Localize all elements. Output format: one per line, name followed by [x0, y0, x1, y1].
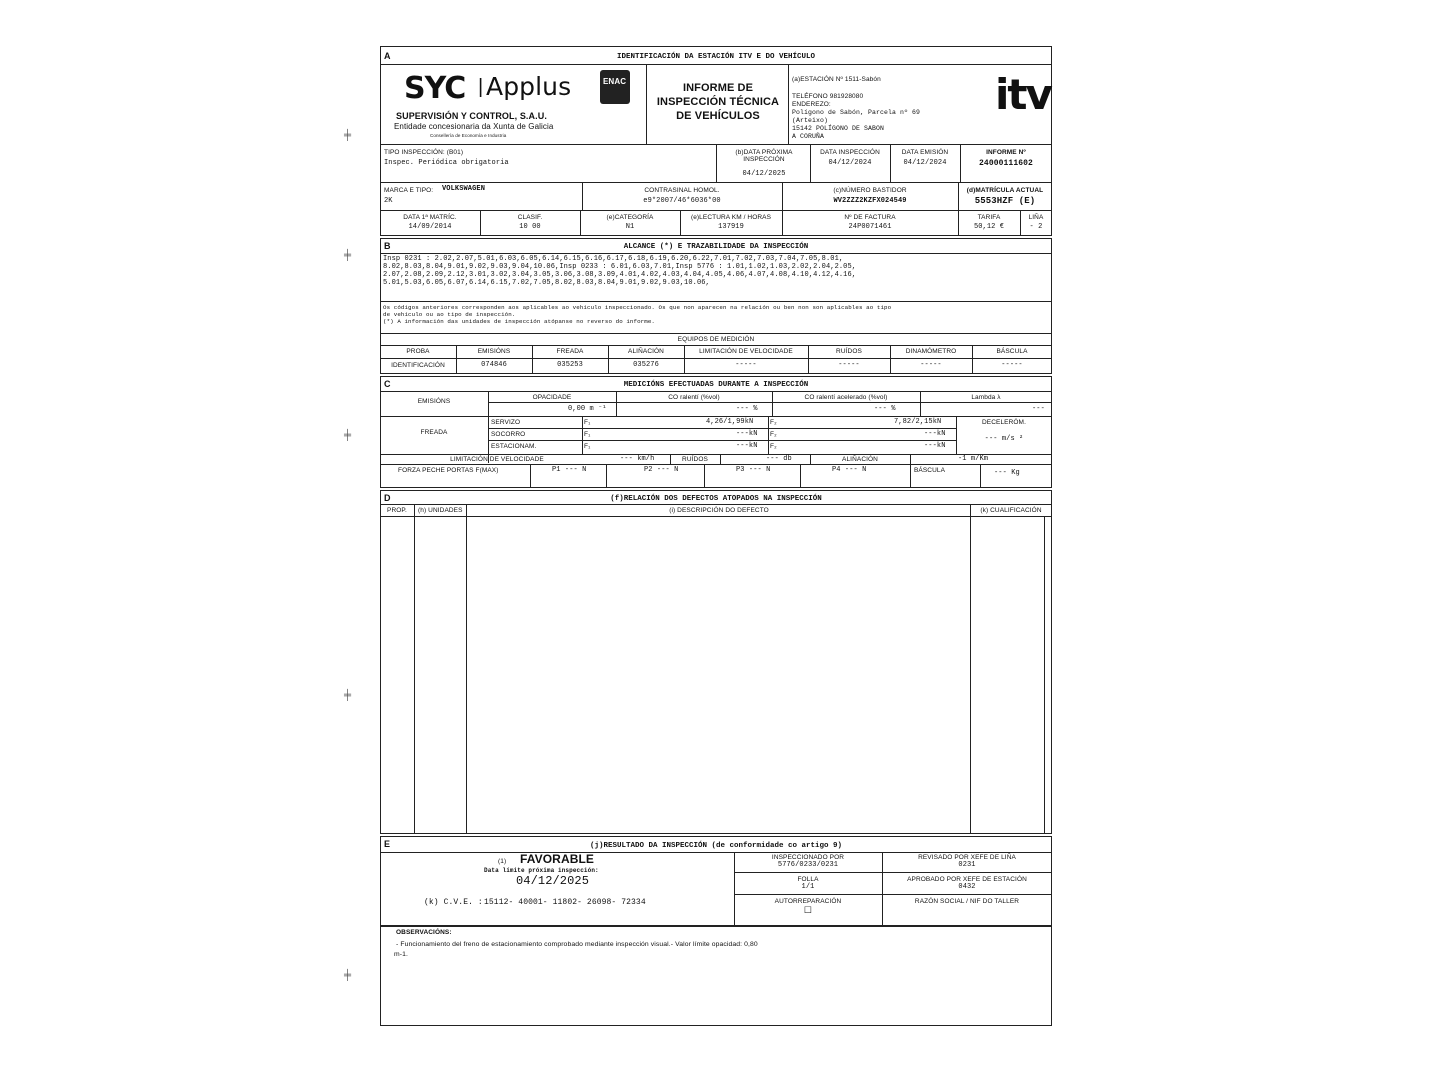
- vin-value: WV2ZZZ2KZFX024549: [833, 197, 907, 205]
- line-value: - 2: [1029, 223, 1043, 231]
- opacity-value: 0,00 m ⁻¹: [568, 405, 607, 413]
- equipment-header-dyno: DINAMÓMETRO: [905, 348, 957, 355]
- scope-note-1: Os códigos anteriores corresponden aos aplicables ao vehículo inspeccionado. Os que non aparecen na relación ou ben non son aplicables ao tipo: [383, 304, 892, 311]
- company-subtitle-2: Consellería de Economía e Industria: [430, 133, 507, 138]
- line-label: LIÑA: [1028, 214, 1044, 221]
- equipment-id-scale: -----: [1001, 361, 1023, 369]
- report-number-label: INFORME Nº: [986, 149, 1026, 156]
- inspection-date-label: DATA INSPECCIÓN: [820, 149, 880, 156]
- homologation-label: CONTRASINAL HOMOL.: [644, 187, 720, 194]
- equipment-header-speed: LIMITACIÓN DE VELOCIDADE: [699, 348, 793, 355]
- door-force-label: FORZA PECHE PORTAS F(MAX): [398, 467, 499, 474]
- emergency-f1-value: ---kN: [736, 430, 758, 438]
- registration-date-value: 14/09/2014: [408, 223, 452, 231]
- service-f1-value: 4,26/1,99kN: [706, 418, 754, 426]
- equipment-header-scale: BÁSCULA: [996, 348, 1028, 355]
- equipment-header-test: PROBA: [406, 348, 430, 355]
- approved-by-label: APROBADO POR XEFE DE ESTACIÓN: [907, 876, 1027, 883]
- station-address-3: 15142 POLÍGONO DE SABON: [792, 125, 885, 132]
- equipment-header-alignment: ALIÑACIÓN: [628, 348, 664, 355]
- parking-f2-label: F₂: [770, 443, 777, 450]
- classification-label: CLASIF.: [517, 214, 543, 221]
- issue-date-value: 04/12/2024: [903, 159, 947, 167]
- enac-logo: ENAC: [600, 70, 630, 104]
- station-address-2: (Arteixo): [792, 117, 829, 124]
- service-f2-value: 7,82/2,15kN: [894, 418, 942, 426]
- parking-f1-label: F₁: [584, 443, 591, 450]
- section-b-title: ALCANCE (*) E TRAZABILIDADE DA INSPECCIÓN: [623, 243, 809, 251]
- opacity-label: OPACIDADE: [532, 394, 572, 401]
- registration-date-label: DATA 1ª MATRÍC.: [403, 214, 457, 221]
- lambda-value: ---: [1032, 405, 1045, 413]
- section-c-letter: C: [384, 379, 391, 389]
- company-subtitle: Entidade concesionaria da Xunta de Galicia: [394, 122, 554, 131]
- workshop-label: RAZÓN SOCIAL / NIF DO TALLER: [914, 898, 1020, 905]
- station-address-1: Polígono de Sabón, Parcela nº 69: [792, 109, 921, 116]
- syc-logo: SYC: [404, 71, 466, 106]
- scan-mark: ╪: [344, 690, 352, 701]
- parking-f1-value: ---kN: [736, 442, 758, 450]
- inspected-by-label: INSPECCIONADO POR: [771, 854, 845, 861]
- plate-label: (d)MATRÍCULA ACTUAL: [966, 187, 1044, 194]
- company-name: SUPERVISIÓN Y CONTROL, S.A.U.: [396, 111, 547, 121]
- inspected-by-value: 5776/0233/0231: [777, 861, 839, 869]
- vin-label: (c)NÚMERO BASTIDOR: [833, 187, 907, 194]
- door-force-p4: P4 --- N: [832, 466, 867, 474]
- result-mark: (1): [498, 858, 507, 865]
- inspection-type-label: TIPO INSPECCIÓN: (B01): [384, 149, 464, 156]
- emergency-f2-value: ---kN: [924, 430, 946, 438]
- section-a-letter: A: [384, 51, 391, 61]
- station-address-4: A CORUÑA: [792, 133, 825, 140]
- door-force-p3: P3 --- N: [736, 466, 771, 474]
- self-repair-checkbox[interactable]: ☐: [803, 905, 813, 915]
- section-b-letter: B: [384, 241, 391, 251]
- inspection-date-value: 04/12/2024: [828, 159, 872, 167]
- inspection-report: [380, 46, 1052, 1028]
- itv-logo: itv: [995, 70, 1051, 119]
- scan-mark: ╪: [344, 250, 352, 261]
- equipment-row-label: IDENTIFICACIÓN: [391, 362, 445, 369]
- decelerometer-value: --- m/s ²: [984, 435, 1024, 443]
- separator-bar: |: [478, 76, 484, 98]
- scope-note-2: de vehículo ou ao tipo de inspección.: [383, 311, 516, 318]
- equipment-id-emissions: 074846: [481, 361, 507, 369]
- section-a: [380, 46, 1052, 236]
- next-inspection-label: (b)DATA PRÓXIMA INSPECCIÓN: [735, 149, 793, 164]
- limit-date-label: Data límite próxima inspección:: [484, 867, 599, 874]
- noise-label: RUÍDOS: [682, 456, 708, 463]
- fee-label: TARIFA: [977, 214, 1001, 221]
- station-telephone: TELÉFONO 981928080: [792, 93, 864, 100]
- report-number-value: 24000111602: [979, 159, 1033, 168]
- report-title: INFORME DE INSPECCIÓN TÉCNICA DE VEHÍCULOS: [656, 82, 780, 122]
- section-d-title: (f)RELACIÓN DOS DEFECTOS ATOPADOS NA INSPECCIÓN: [610, 495, 822, 503]
- result-value: FAVORABLE: [520, 852, 595, 866]
- lambda-label: Lambda λ: [971, 394, 1001, 401]
- defects-col-description: (i) DESCRIPCIÓN DO DEFECTO: [669, 507, 769, 514]
- decelerometer-label: DECELERÓM.: [982, 419, 1026, 426]
- scan-mark: ╪: [344, 970, 352, 981]
- scan-mark: ╪: [344, 430, 352, 441]
- page-value: 1/1: [801, 883, 815, 891]
- issue-date-label: DATA EMISIÓN: [901, 149, 949, 156]
- emissions-label: EMISIÓNS: [417, 398, 451, 405]
- cve-label: (k) C.V.E. :: [424, 898, 483, 907]
- speed-limit-value: --- km/h: [620, 455, 655, 463]
- observations-text-2: m-1.: [394, 951, 408, 958]
- station-address-label: ENDEREZO:: [792, 101, 831, 108]
- section-e-title: (j)RESULTADO DA INSPECCIÓN (de conformidade co artigo 9): [589, 842, 843, 850]
- approved-by-value: 0432: [958, 883, 976, 891]
- emergency-f1-label: F₁: [584, 431, 591, 438]
- equipment-header-emissions: EMISIÓNS: [477, 348, 511, 355]
- section-a-title: IDENTIFICACIÓN DA ESTACIÓN ITV E DO VEHÍCULO: [616, 53, 816, 61]
- co-label: CO ralentí (%vol): [668, 394, 720, 401]
- model-value: 2K: [384, 197, 393, 205]
- scope-codes-line-1: Insp 0231 : 2.02,2.07,5.01,6.03,6.05,6.14,6.15,6.16,6.17,6.18,6.19,6.20,6.22,7.01,7.02,7.03,7.04,7.05,8.01,: [383, 255, 844, 263]
- section-e-letter: E: [384, 839, 391, 849]
- make-label: MARCA E TIPO:: [384, 187, 434, 194]
- classification-value: 10 00: [519, 223, 541, 231]
- emergency-f2-label: F₂: [770, 431, 777, 438]
- co-acc-value: --- %: [874, 405, 896, 413]
- scan-mark: ╪: [344, 130, 352, 141]
- braking-label: FREADA: [420, 429, 448, 436]
- defects-col-units: (h) UNIDADES: [418, 507, 463, 514]
- next-inspection-value: 04/12/2025: [742, 170, 786, 178]
- invoice-label: Nº DE FACTURA: [844, 214, 896, 221]
- equipment-id-speed: -----: [735, 361, 757, 369]
- section-c-title: MEDICIÓNS EFECTUADAS DURANTE A INSPECCIÓN: [623, 381, 809, 389]
- co-value: --- %: [736, 405, 758, 413]
- service-f1-label: F₁: [584, 419, 591, 426]
- scope-codes-line-4: 5.01,5.03,6.05,6.07,6.14,6.15,7.02,7.05,8.02,8.03,8.04,9.01,9.02,9.03,10.06,: [383, 279, 710, 287]
- equipment-header-braking: FREADA: [556, 348, 584, 355]
- speed-limit-label: LIMITACIÓN DE VELOCIDADE: [450, 456, 544, 463]
- self-repair-label: AUTORREPARACIÓN: [774, 898, 842, 905]
- reviewed-by-value: 0231: [958, 861, 976, 869]
- scope-codes-line-2: 8.02,8.03,8.04,9.01,9.02,9.03,9.04,10.06,Insp 0233 : 6.01,6.03,7.01,Insp 5776 : 1.01,1.02,1.03,2.02,2.04,2.05,: [383, 263, 857, 271]
- equipment-title: EQUIPOS DE MEDICIÓN: [677, 336, 755, 343]
- observations-label: OBSERVACIÓNS:: [396, 929, 452, 936]
- section-d: [380, 490, 1052, 834]
- equipment-id-alignment: 035276: [633, 361, 659, 369]
- invoice-value: 24P0071461: [848, 223, 892, 231]
- co-acc-label: CO ralentí acelerado (%vol): [804, 394, 888, 401]
- service-f2-label: F₂: [770, 419, 777, 426]
- equipment-id-dyno: -----: [920, 361, 942, 369]
- equipment-id-braking: 035253: [557, 361, 583, 369]
- defects-col-qualification: (k) CUALIFICACIÓN: [980, 507, 1042, 514]
- section-d-letter: D: [384, 493, 391, 503]
- equipment-header-noise: RUÍDOS: [836, 348, 862, 355]
- inspection-type-value: Inspec. Periódica obrigatoria: [384, 159, 509, 167]
- make-value: VOLKSWAGEN: [442, 185, 486, 193]
- service-brake-label: SERVIZO: [491, 419, 521, 426]
- applus-logo: Applus: [486, 72, 572, 101]
- reviewed-by-label: REVISADO POR XEFE DE LIÑA: [918, 854, 1016, 861]
- door-force-p2: P2 --- N: [644, 466, 679, 474]
- alignment-label: ALIÑACIÓN: [842, 456, 878, 463]
- cve-value: 15112- 40001- 11802- 26098- 72334: [484, 898, 646, 907]
- defects-col-prop: PROP.: [387, 507, 407, 514]
- page-label: FOLLA: [797, 876, 819, 883]
- door-force-p1: P1 --- N: [552, 466, 587, 474]
- scope-codes-line-3: 2.07,2.08,2.09,2.12,3.01,3.02,3.04,3.05,3.06,3.08,3.09,4.01,4.02,4.03,4.04,4.05,4.06,4.07,4.08,4.10,4.12,4.16,: [383, 271, 857, 279]
- noise-value: --- db: [766, 455, 792, 463]
- scale-label: BÁSCULA: [914, 467, 946, 474]
- station-number: (a)ESTACIÓN Nº 1511-Sabón: [792, 76, 881, 83]
- parking-brake-label: ESTACIONAM.: [491, 443, 537, 450]
- equipment-id-noise: -----: [838, 361, 860, 369]
- category-label: (e)CATEGORÍA: [606, 214, 654, 221]
- homologation-value: e9*2007/46*6036*00: [643, 197, 721, 205]
- limit-date-value: 04/12/2025: [516, 874, 590, 888]
- km-value: 137919: [718, 223, 744, 231]
- emergency-brake-label: SOCORRO: [491, 431, 526, 438]
- plate-value: 5553HZF (E): [974, 196, 1036, 206]
- fee-value: 50,12 €: [973, 223, 1005, 231]
- scale-value: --- Kg: [994, 469, 1020, 477]
- category-value: N1: [625, 223, 635, 231]
- observations-text-1: - Funcionamiento del freno de estacionamiento comprobado mediante inspección visual.- Valor límite opacidad: 0,80: [396, 941, 758, 948]
- scope-note-3: (*) A información das unidades de inspección atópanse no reverso do informe.: [383, 318, 655, 325]
- alignment-value: -1 m/Km: [958, 455, 989, 463]
- parking-f2-value: ---kN: [924, 442, 946, 450]
- km-label: (e)LECTURA KM / HORAS: [690, 214, 772, 221]
